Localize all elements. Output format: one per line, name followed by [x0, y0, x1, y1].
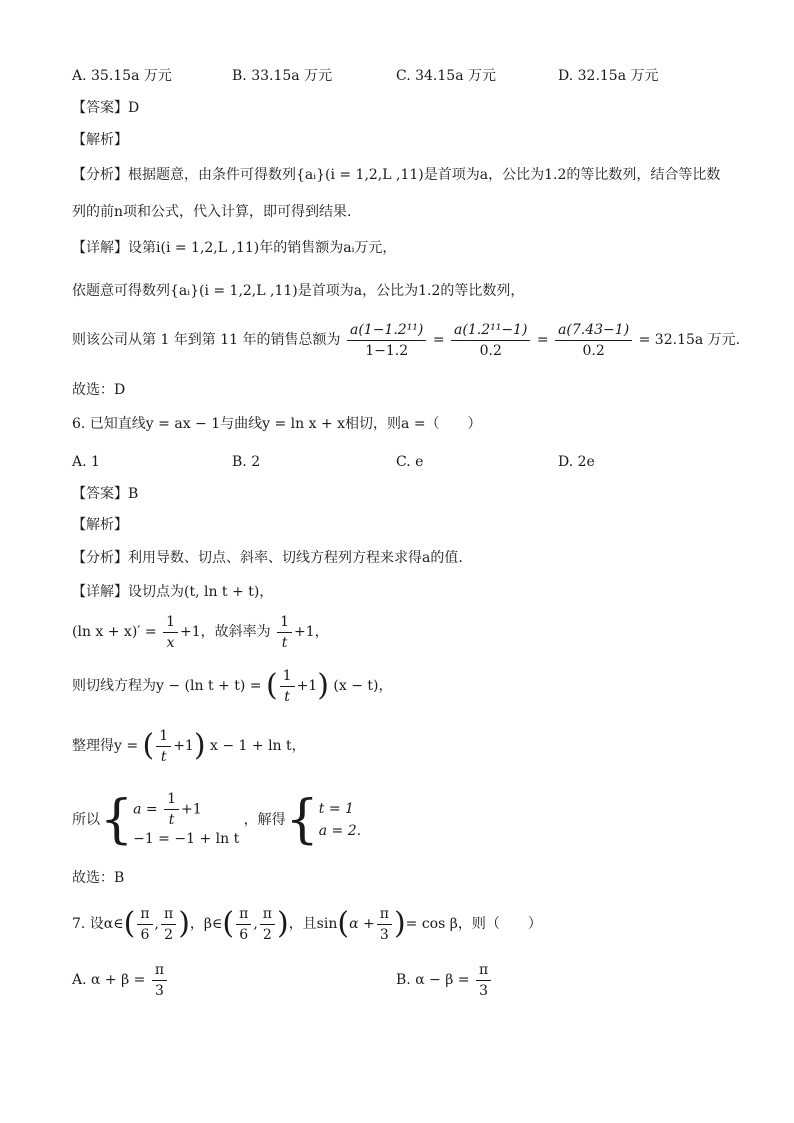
- right-paren: ): [178, 906, 190, 941]
- q7-stem-mid1: ，β∈: [189, 916, 223, 932]
- fraction: [236, 906, 251, 943]
- q5-fenxi-cont: 列的前n项和公式，代入计算，即可得到结果.: [72, 204, 352, 220]
- fraction-denominator: t: [284, 688, 290, 705]
- system-row: [133, 791, 239, 828]
- q7-option-b: [396, 960, 493, 1000]
- q6-tangent-prefix: 则切线方程为y − (ln t + t) =: [72, 678, 262, 694]
- fraction-denominator: 2: [164, 926, 174, 943]
- fraction: [451, 322, 530, 359]
- q7-option-a: [72, 960, 169, 1000]
- q7-stem-end: = cos β，则（ ）: [405, 916, 542, 932]
- q6-fenxi: 【分析】利用导数、切点、斜率、切线方程列方程来求得a的值.: [72, 550, 463, 566]
- fraction: [277, 614, 292, 651]
- left-brace: {: [285, 790, 319, 850]
- fraction: [555, 322, 632, 359]
- fraction: [164, 791, 179, 828]
- q7-stem: 7. 设α∈( $\frac{\pi}{6}$ , $\frac{\pi}{2}$ )，β∈( $\frac{\pi}{6}$ , $\frac{\pi}{2}$ )，且sin(α + $\frac{\pi}{3}$ )= cos β，则（ ）: [72, 905, 542, 943]
- fraction: [137, 906, 152, 943]
- equation-system: [319, 798, 361, 842]
- fraction: [156, 728, 171, 765]
- left-paren: (: [222, 906, 235, 941]
- q5-detail-3-result: = 32.15a 万元.: [638, 332, 741, 348]
- fraction-denominator: t: [168, 811, 175, 828]
- fraction: [377, 906, 392, 943]
- q6-answer: 【答案】B: [72, 486, 139, 502]
- fraction: [260, 906, 275, 943]
- q6-option-c: C. e: [396, 454, 424, 470]
- fraction-numerator: a(7.43−1): [555, 322, 632, 341]
- left-paren: (: [123, 906, 136, 941]
- system-row: a = 2.: [318, 823, 362, 839]
- q6-derivative-line: [72, 612, 329, 652]
- fraction: [476, 962, 491, 999]
- fraction-numerator: π: [236, 906, 251, 925]
- q6-option-a: A. 1: [72, 454, 100, 470]
- q6-tangent-line: 则切线方程为y − (ln t + t) = ( $\frac{1}{t}$ +1) (x − t)，: [72, 667, 393, 705]
- fraction: [280, 668, 295, 705]
- fraction: [161, 906, 176, 943]
- fraction: [152, 962, 167, 999]
- q5-analysis-tag: 【解析】: [72, 132, 128, 148]
- left-paren: (: [265, 668, 278, 703]
- q6-simplify-line: 整理得y = ( $\frac{1}{t}$ +1) x − 1 + ln t，: [72, 727, 306, 765]
- fraction-denominator: 1−1.2: [365, 342, 409, 359]
- right-paren: ): [193, 728, 206, 763]
- system-row-text: +1: [181, 801, 202, 817]
- fraction-numerator: a(1.2¹¹−1): [451, 322, 530, 341]
- q5-detail-2: 依题意可得数列{aᵢ}(i = 1,2,L ,11)是首项为a，公比为1.2的等比数列，: [72, 283, 525, 299]
- q5-fenxi: 【分析】根据题意，由条件可得数列{aᵢ}(i = 1,2,L ,11)是首项为a，公比为1.2的等比数列，结合等比数: [72, 167, 721, 183]
- right-paren: ): [393, 906, 406, 941]
- fraction-denominator: 6: [239, 926, 249, 943]
- q5-detail-3: 则该公司从第 1 年到第 11 年的销售总额为 $\frac{\text{a(1−1.2¹¹)}}{1-1.2}$ = $\frac{\text{a(1.2¹¹−1)}}{0.2}$ = $\frac{a(7.43-1)}{0.2}$ = 32.15a 万元.: [72, 321, 741, 359]
- fraction-denominator: 3: [479, 982, 489, 999]
- right-paren: ): [317, 668, 329, 703]
- fraction-numerator: 1: [163, 614, 178, 633]
- left-brace: {: [100, 790, 134, 850]
- q7-option-b-text: B. α − β =: [396, 972, 470, 988]
- fraction-denominator: x: [166, 634, 175, 651]
- q5-option-b: B. 33.15a 万元: [232, 68, 333, 84]
- q6-choose: 故选：B: [72, 870, 125, 886]
- system-row: t = 1: [318, 801, 354, 817]
- q6-simplify-end: x − 1 + ln t，: [210, 738, 306, 754]
- left-paren: (: [337, 906, 350, 941]
- q6-so-prefix: 所以: [72, 812, 100, 828]
- q7-alpha-plus: α +: [349, 916, 375, 932]
- fraction-numerator: 1: [280, 668, 295, 687]
- q5-option-a: A. 35.15a 万元: [72, 68, 172, 84]
- equation-system: [133, 791, 239, 850]
- q6-tangent-end: (x − t)，: [333, 678, 393, 694]
- fraction-denominator: t: [281, 634, 288, 651]
- fraction-denominator: 0.2: [582, 342, 605, 359]
- q7-stem-mid2: ，且sin: [288, 916, 338, 932]
- q6-solve-mid: ，解得: [243, 812, 286, 828]
- fraction: [347, 322, 426, 359]
- fraction-numerator: a(1−1.2¹¹): [347, 322, 426, 341]
- left-paren: (: [142, 728, 155, 763]
- right-paren: ): [276, 906, 289, 941]
- q6-detail-1: 【详解】设切点为(t, ln t + t)，: [72, 584, 274, 600]
- q7-stem-prefix: 7. 设α∈: [72, 916, 124, 932]
- q6-simplify-prefix: 整理得y =: [72, 738, 139, 754]
- q7-option-a-text: A. α + β =: [72, 972, 146, 988]
- fraction: [163, 614, 178, 651]
- fraction-numerator: π: [260, 906, 275, 925]
- fraction-numerator: 1: [277, 614, 292, 633]
- fraction-denominator: 6: [140, 926, 150, 943]
- q5-option-c: C. 34.15a 万元: [396, 68, 496, 84]
- fraction-numerator: 1: [156, 728, 171, 747]
- q6-analysis-tag: 【解析】: [72, 517, 128, 533]
- system-row: −1 = −1 + ln t: [133, 830, 240, 847]
- fraction-denominator: 3: [154, 982, 164, 999]
- q5-detail-1: 【详解】设第i(i = 1,2,L ,11)年的销售额为aᵢ万元，: [72, 240, 397, 256]
- fraction-numerator: π: [152, 962, 167, 981]
- fraction-denominator: t: [160, 748, 167, 765]
- fraction-numerator: π: [476, 962, 491, 981]
- fraction-numerator: 1: [164, 791, 179, 810]
- q6-derivative-mid: +1，故斜率为: [180, 624, 271, 640]
- fraction-numerator: π: [161, 906, 176, 925]
- q6-derivative-prefix: (ln x + x)′ =: [72, 624, 157, 640]
- q6-stem: 6. 已知直线y = ax − 1与曲线y = ln x + x相切，则a =（ ）: [72, 416, 482, 432]
- fraction-denominator: 2: [262, 926, 272, 943]
- q5-option-d: D. 32.15a 万元: [558, 68, 659, 84]
- q6-option-b: B. 2: [232, 454, 261, 470]
- q5-detail-3-prefix: 则该公司从第 1 年到第 11 年的销售总额为: [72, 332, 341, 348]
- q6-option-d: D. 2e: [558, 454, 595, 470]
- fraction-denominator: 3: [379, 926, 389, 943]
- q6-system-line: [72, 790, 361, 850]
- fraction-numerator: π: [137, 906, 152, 925]
- q5-choose: 故选：D: [72, 382, 126, 398]
- q5-answer: 【答案】D: [72, 100, 140, 116]
- system-row-text: a =: [133, 801, 158, 817]
- q6-derivative-end: +1，: [294, 624, 329, 640]
- fraction-denominator: 0.2: [479, 342, 502, 359]
- fraction-numerator: π: [377, 906, 392, 925]
